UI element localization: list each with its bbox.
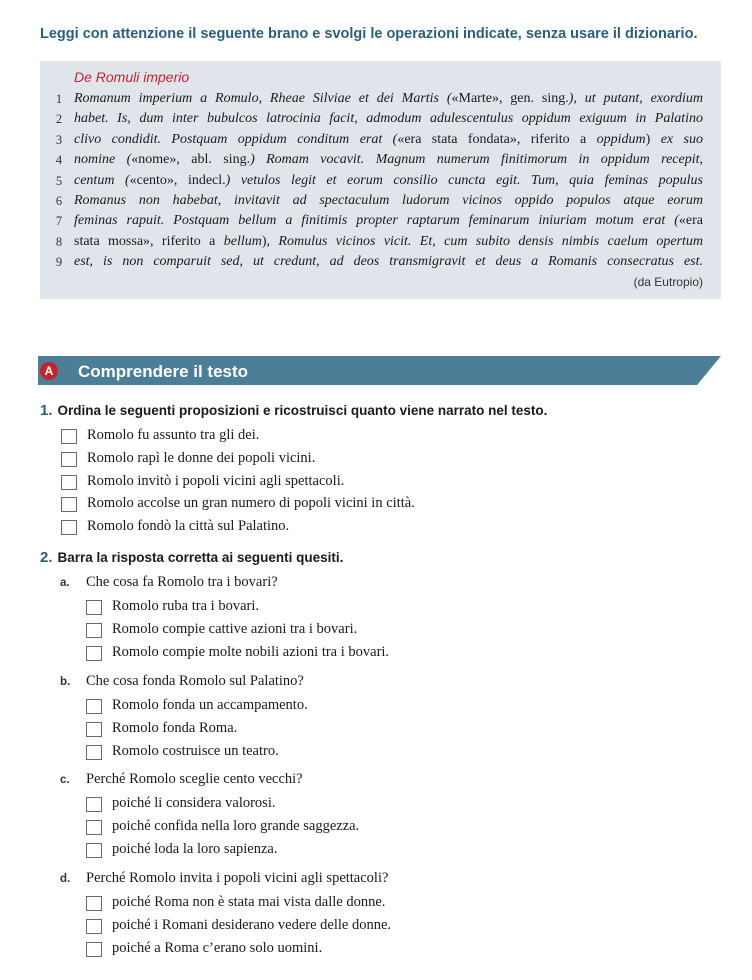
- answer-option: poiché confida nella loro grande saggezza.: [112, 817, 360, 834]
- line-number: 3: [55, 132, 63, 147]
- sub-question: [60, 673, 304, 690]
- section-badge: A: [40, 362, 58, 380]
- section-title: Comprendere il testo: [78, 362, 249, 381]
- answer-checkbox[interactable]: [61, 520, 77, 535]
- passage-line: [40, 89, 721, 109]
- answer-option: Romolo fu assunto tra gli dei.: [87, 427, 260, 443]
- latin-passage-box: [40, 61, 721, 299]
- passage-line: [40, 109, 721, 129]
- sub-question-letter: a.: [60, 577, 70, 589]
- answer-checkbox[interactable]: [61, 497, 77, 512]
- answer-option: Romolo compie molte nobili azioni tra i bovari.: [112, 643, 390, 660]
- line-number: 7: [55, 214, 63, 229]
- passage-line: [40, 232, 721, 252]
- passage-line: [40, 191, 721, 211]
- line-number: 2: [55, 112, 63, 127]
- answer-option: poiché Roma non è stata mai vista dalle donne.: [112, 894, 386, 910]
- passage-line-text: centum («cento», indecl.) vetulos legit et eorum consilio cuncta egit. Tum, quia feminas populus: [74, 172, 703, 188]
- answer-checkbox[interactable]: [61, 452, 77, 467]
- answer-checkbox[interactable]: [86, 623, 102, 638]
- passage-title: De Romuli imperio: [74, 69, 190, 85]
- answer-checkbox[interactable]: [86, 942, 102, 957]
- passage-line: [40, 171, 721, 191]
- question-2-number: 2.: [40, 549, 53, 566]
- line-number: 5: [55, 173, 63, 188]
- sub-question-text: Perché Romolo sceglie cento vecchi?: [86, 771, 303, 787]
- question-1-text: Ordina le seguenti proposizioni e ricostruisci quanto viene narrato nel testo.: [57, 403, 548, 418]
- line-number: 9: [55, 255, 63, 270]
- passage-line: [40, 150, 721, 170]
- answer-option: Romolo costruisce un teatro.: [112, 742, 279, 759]
- answer-checkbox[interactable]: [86, 600, 102, 615]
- question-1-number: 1.: [40, 402, 53, 419]
- answer-option: poiché a Roma c’erano solo uomini.: [112, 939, 323, 956]
- answer-option: Romolo fonda un accampamento.: [112, 697, 308, 713]
- passage-line-text: feminas rapuit. Postquam bellum a finitimis propter raptarum feminarum iniuriam motum erat («era: [74, 213, 703, 229]
- answer-option: poiché loda la loro sapienza.: [112, 840, 278, 857]
- question-2: [40, 549, 343, 566]
- answer-option: Romolo accolse un gran numero di popoli vicini in città.: [87, 495, 415, 512]
- answer-option: poiché li considera valorosi.: [112, 795, 276, 811]
- answer-option: Romolo ruba tra i bovari.: [112, 598, 259, 614]
- passage-source: (da Eutropio): [633, 275, 703, 289]
- answer-checkbox[interactable]: [86, 896, 102, 911]
- sub-question-letter: c.: [60, 774, 70, 786]
- answer-checkbox[interactable]: [61, 475, 77, 490]
- passage-line-text: Romanus non habebat, invitavit ad spectaculum ludorum vicinos oppido populos atque eorum: [74, 193, 703, 208]
- passage-line-text: nomine («nome», abl. sing.) Romam vocavit. Magnum numerum finitimorum in oppidum recepit,: [74, 152, 703, 168]
- passage-line: [40, 252, 721, 272]
- passage-line-text: clivo condidit. Postquam oppidum conditum erat («era stata fondata», riferito a oppidum) ex suo: [74, 131, 703, 147]
- answer-option: poiché i Romani desiderano vedere delle donne.: [112, 916, 392, 933]
- passage-line-text: stata mossa», riferito a bellum), Romulus vicinos vicit. Et, cum subito densis nimbis caelum opertum: [74, 233, 703, 249]
- line-number: 1: [55, 92, 63, 106]
- passage-line: [40, 130, 721, 150]
- sub-question-text: Che cosa fa Romolo tra i bovari?: [86, 574, 278, 590]
- sub-question: [60, 771, 303, 788]
- instruction-text: Leggi con attenzione il seguente brano e svolgi le operazioni indicate, senza usare il dizionario.: [40, 26, 698, 42]
- answer-checkbox[interactable]: [86, 745, 102, 760]
- sub-question-text: Che cosa fonda Romolo sul Palatino?: [86, 673, 304, 689]
- question-2-text: Barra la risposta corretta ai seguenti quesiti.: [57, 550, 344, 565]
- answer-option: Romolo fondò la città sul Palatino.: [87, 518, 290, 535]
- answer-checkbox[interactable]: [86, 797, 102, 812]
- answer-checkbox[interactable]: [86, 820, 102, 835]
- answer-option: Romolo compie cattive azioni tra i bovari.: [112, 620, 358, 637]
- sub-question-letter: d.: [60, 873, 71, 885]
- answer-checkbox[interactable]: [86, 646, 102, 661]
- passage-line-text: habet. Is, dum inter bubulcos latrocinia facit, admodum adulescentulus oppidum exiguum in Palatino: [74, 111, 703, 127]
- question-1: [40, 402, 547, 419]
- passage-line-text: est, is non comparuit sed, ut credunt, ad deos transmigravit et deus a Romanis consecratus est.: [74, 254, 703, 270]
- line-number: 4: [55, 153, 63, 168]
- line-number: 8: [55, 234, 63, 249]
- passage-line: [40, 211, 721, 231]
- sub-question: [60, 574, 278, 591]
- answer-checkbox[interactable]: [86, 919, 102, 934]
- answer-checkbox[interactable]: [61, 429, 77, 444]
- sub-question-text: Perché Romolo invita i popoli vicini agli spettacoli?: [86, 870, 389, 886]
- answer-option: Romolo fonda Roma.: [112, 719, 238, 736]
- sub-question: [60, 870, 388, 887]
- answer-checkbox[interactable]: [86, 722, 102, 737]
- answer-checkbox[interactable]: [86, 843, 102, 858]
- line-number: 6: [55, 194, 63, 208]
- answer-option: Romolo rapì le donne dei popoli vicini.: [87, 449, 316, 466]
- passage-line-text: Romanum imperium a Romulo, Rheae Silviae et dei Martis («Marte», gen. sing.), ut putant, exordium: [74, 91, 703, 106]
- answer-option: Romolo invitò i popoli vicini agli spettacoli.: [87, 472, 345, 489]
- sub-question-letter: b.: [60, 676, 71, 688]
- answer-checkbox[interactable]: [86, 699, 102, 714]
